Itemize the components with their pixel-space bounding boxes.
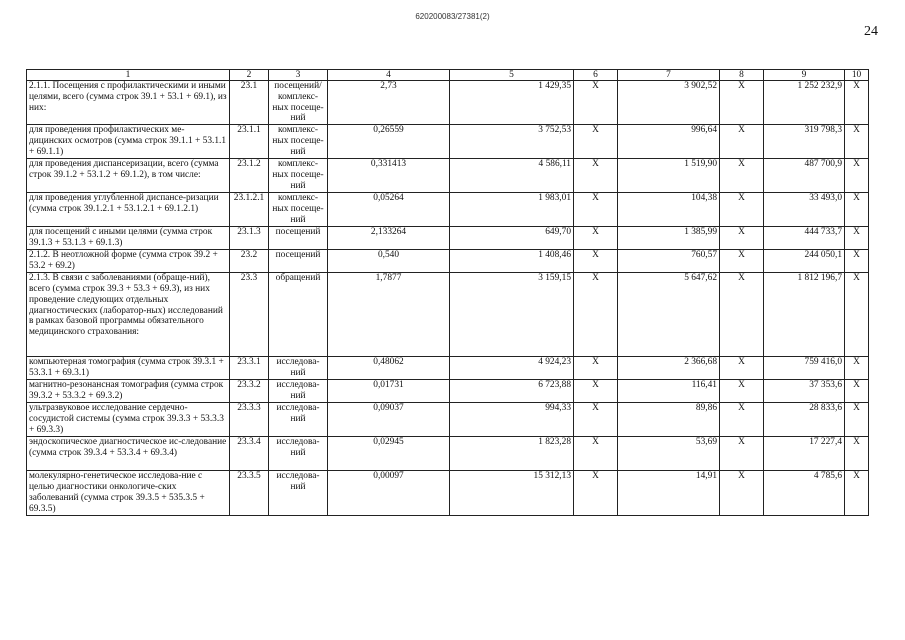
cell-unit: исследова-ний (269, 357, 328, 380)
cell-value-6: X (574, 437, 618, 471)
column-number: 9 (764, 70, 845, 81)
cell-value-9: 487 700,9 (764, 159, 845, 193)
cell-value-6: X (574, 357, 618, 380)
cell-value-4: 0,26559 (328, 125, 450, 159)
cell-row-label: компьютерная томография (сумма строк 39.3.1 + 53.3.1 + 69.3.1) (27, 357, 230, 380)
cell-value-6: X (574, 227, 618, 250)
cell-row-code: 23.3.3 (230, 403, 269, 437)
cell-value-9: 319 798,3 (764, 125, 845, 159)
cell-row-label: ультразвуковое исследование сердечно-сосудистой системы (сумма строк 39.3.3 + 53.3.3 + 69.3.3) (27, 403, 230, 437)
cell-value-4: 2,73 (328, 81, 450, 125)
cell-value-9: 1 812 196,7 (764, 273, 845, 357)
document-id: 620200083/27381(2) (415, 12, 490, 21)
cell-unit: посещений (269, 250, 328, 273)
cell-value-5: 6 723,88 (450, 380, 574, 403)
cell-value-7: 2 366,68 (618, 357, 720, 380)
cell-value-8: X (720, 380, 764, 403)
cell-value-10: X (845, 437, 869, 471)
cell-value-5: 15 312,13 (450, 471, 574, 516)
cell-value-7: 760,57 (618, 250, 720, 273)
page-number: 24 (864, 24, 878, 39)
cell-value-8: X (720, 357, 764, 380)
cell-value-8: X (720, 403, 764, 437)
cell-value-8: X (720, 273, 764, 357)
cell-unit: исследова-ний (269, 380, 328, 403)
column-number: 1 (27, 70, 230, 81)
table-row (27, 125, 869, 159)
cell-value-10: X (845, 273, 869, 357)
column-number: 7 (618, 70, 720, 81)
cell-row-label: для проведения профилактических ме-дицинских осмотров (сумма строк 39.1.1 + 53.1.1 + 69.1.1) (27, 125, 230, 159)
cell-row-code: 23.3.5 (230, 471, 269, 516)
cell-value-7: 89,86 (618, 403, 720, 437)
cell-row-code: 23.3.4 (230, 437, 269, 471)
cell-value-9: 444 733,7 (764, 227, 845, 250)
cell-unit: исследова-ний (269, 471, 328, 516)
cell-value-4: 0,02945 (328, 437, 450, 471)
cell-value-8: X (720, 159, 764, 193)
cell-unit: исследова-ний (269, 437, 328, 471)
cell-value-4: 0,05264 (328, 193, 450, 227)
cell-value-6: X (574, 81, 618, 125)
cell-value-7: 1 385,99 (618, 227, 720, 250)
cell-value-7: 5 647,62 (618, 273, 720, 357)
column-number-row (27, 70, 869, 81)
cell-value-5: 4 586,11 (450, 159, 574, 193)
cell-value-10: X (845, 403, 869, 437)
cell-row-code: 23.2 (230, 250, 269, 273)
cell-unit: комплекс-ных посеще-ний (269, 159, 328, 193)
cell-row-code: 23.1.3 (230, 227, 269, 250)
cell-value-4: 0,540 (328, 250, 450, 273)
table-row (27, 250, 869, 273)
cell-value-7: 104,38 (618, 193, 720, 227)
cell-value-6: X (574, 273, 618, 357)
table-row (27, 193, 869, 227)
cell-unit: обращений (269, 273, 328, 357)
cell-value-6: X (574, 159, 618, 193)
cell-value-4: 0,01731 (328, 380, 450, 403)
cell-value-7: 1 519,90 (618, 159, 720, 193)
column-number: 5 (450, 70, 574, 81)
column-number: 2 (230, 70, 269, 81)
cell-value-7: 3 902,52 (618, 81, 720, 125)
cell-value-10: X (845, 81, 869, 125)
cell-value-8: X (720, 437, 764, 471)
cell-row-label: магнитно-резонансная томография (сумма строк 39.3.2 + 53.3.2 + 69.3.2) (27, 380, 230, 403)
cell-value-5: 3 752,53 (450, 125, 574, 159)
table-row (27, 437, 869, 471)
cell-row-label: для проведения диспансеризации, всего (сумма строк 39.1.2 + 53.1.2 + 69.1.2), в том числе: (27, 159, 230, 193)
cell-value-10: X (845, 357, 869, 380)
cell-value-8: X (720, 81, 764, 125)
cell-value-4: 2,133264 (328, 227, 450, 250)
cell-unit: исследова-ний (269, 403, 328, 437)
cell-row-code: 23.1.2 (230, 159, 269, 193)
cell-row-label: для проведения углубленной диспансе-ризации (сумма строк 39.1.2.1 + 53.1.2.1 + 69.1.2.1) (27, 193, 230, 227)
cell-row-label: 2.1.1. Посещения с профилактическими и иными целями, всего (сумма строк 39.1 + 53.1 + 69.1), из них: (27, 81, 230, 125)
cell-value-6: X (574, 125, 618, 159)
table-row (27, 471, 869, 516)
cell-value-5: 1 983,01 (450, 193, 574, 227)
cell-row-label: 2.1.3. В связи с заболеваниями (обраще-ний), всего (сумма строк 39.3 + 53.3 + 69.3), из них проведение следующих отдельных диагностических (лаборатор-ных) исследований в рамках базовой программы обязательного медицинского страхования: (27, 273, 230, 357)
cell-value-6: X (574, 380, 618, 403)
cell-value-6: X (574, 250, 618, 273)
cell-value-4: 0,09037 (328, 403, 450, 437)
cell-value-8: X (720, 125, 764, 159)
cell-value-10: X (845, 159, 869, 193)
cell-value-6: X (574, 471, 618, 516)
cell-row-label: эндоскопическое диагностическое ис-следование (сумма строк 39.3.4 + 53.3.4 + 69.3.4) (27, 437, 230, 471)
column-number: 3 (269, 70, 328, 81)
cell-value-9: 37 353,6 (764, 380, 845, 403)
cell-row-code: 23.3.1 (230, 357, 269, 380)
table-row (27, 273, 869, 357)
table-row (27, 403, 869, 437)
cell-value-9: 33 493,0 (764, 193, 845, 227)
cell-value-7: 996,64 (618, 125, 720, 159)
cell-value-9: 1 252 232,9 (764, 81, 845, 125)
cell-unit: посещений/ комплекс-ных посеще-ний (269, 81, 328, 125)
column-number: 10 (845, 70, 869, 81)
cell-row-code: 23.1.1 (230, 125, 269, 159)
data-table (26, 69, 869, 516)
cell-row-code: 23.1 (230, 81, 269, 125)
cell-value-5: 649,70 (450, 227, 574, 250)
cell-value-5: 1 408,46 (450, 250, 574, 273)
cell-value-6: X (574, 193, 618, 227)
cell-value-5: 1 429,35 (450, 81, 574, 125)
table-row (27, 159, 869, 193)
cell-row-code: 23.3 (230, 273, 269, 357)
cell-value-9: 4 785,6 (764, 471, 845, 516)
cell-row-code: 23.1.2.1 (230, 193, 269, 227)
cell-value-4: 1,7877 (328, 273, 450, 357)
column-number: 4 (328, 70, 450, 81)
cell-row-code: 23.3.2 (230, 380, 269, 403)
cell-value-8: X (720, 227, 764, 250)
cell-unit: посещений (269, 227, 328, 250)
table-row (27, 227, 869, 250)
column-number: 6 (574, 70, 618, 81)
cell-value-9: 28 833,6 (764, 403, 845, 437)
table-row (27, 81, 869, 125)
cell-value-4: 0,48062 (328, 357, 450, 380)
cell-value-7: 53,69 (618, 437, 720, 471)
cell-row-label: молекулярно-генетическое исследова-ние с целью диагностики онкологиче-ских заболеваний (сумма строк 39.3.5 + 535.3.5 + 69.3.5) (27, 471, 230, 516)
column-number: 8 (720, 70, 764, 81)
cell-value-4: 0,00097 (328, 471, 450, 516)
cell-value-10: X (845, 227, 869, 250)
cell-value-7: 14,91 (618, 471, 720, 516)
cell-value-9: 759 416,0 (764, 357, 845, 380)
table-row (27, 380, 869, 403)
cell-unit: комплекс-ных посеще-ний (269, 193, 328, 227)
cell-value-5: 1 823,28 (450, 437, 574, 471)
cell-value-10: X (845, 193, 869, 227)
cell-value-8: X (720, 471, 764, 516)
cell-value-10: X (845, 125, 869, 159)
cell-row-label: для посещений с иными целями (сумма строк 39.1.3 + 53.1.3 + 69.1.3) (27, 227, 230, 250)
cell-value-4: 0,331413 (328, 159, 450, 193)
cell-value-8: X (720, 250, 764, 273)
cell-value-7: 116,41 (618, 380, 720, 403)
cell-value-5: 4 924,23 (450, 357, 574, 380)
cell-value-9: 17 227,4 (764, 437, 845, 471)
cell-value-10: X (845, 471, 869, 516)
cell-value-9: 244 050,1 (764, 250, 845, 273)
cell-value-5: 994,33 (450, 403, 574, 437)
cell-value-10: X (845, 380, 869, 403)
cell-row-label: 2.1.2. В неотложной форме (сумма строк 39.2 + 53.2 + 69.2) (27, 250, 230, 273)
cell-unit: комплекс-ных посеще-ний (269, 125, 328, 159)
cell-value-6: X (574, 403, 618, 437)
table-row (27, 357, 869, 380)
cell-value-5: 3 159,15 (450, 273, 574, 357)
cell-value-10: X (845, 250, 869, 273)
cell-value-8: X (720, 193, 764, 227)
